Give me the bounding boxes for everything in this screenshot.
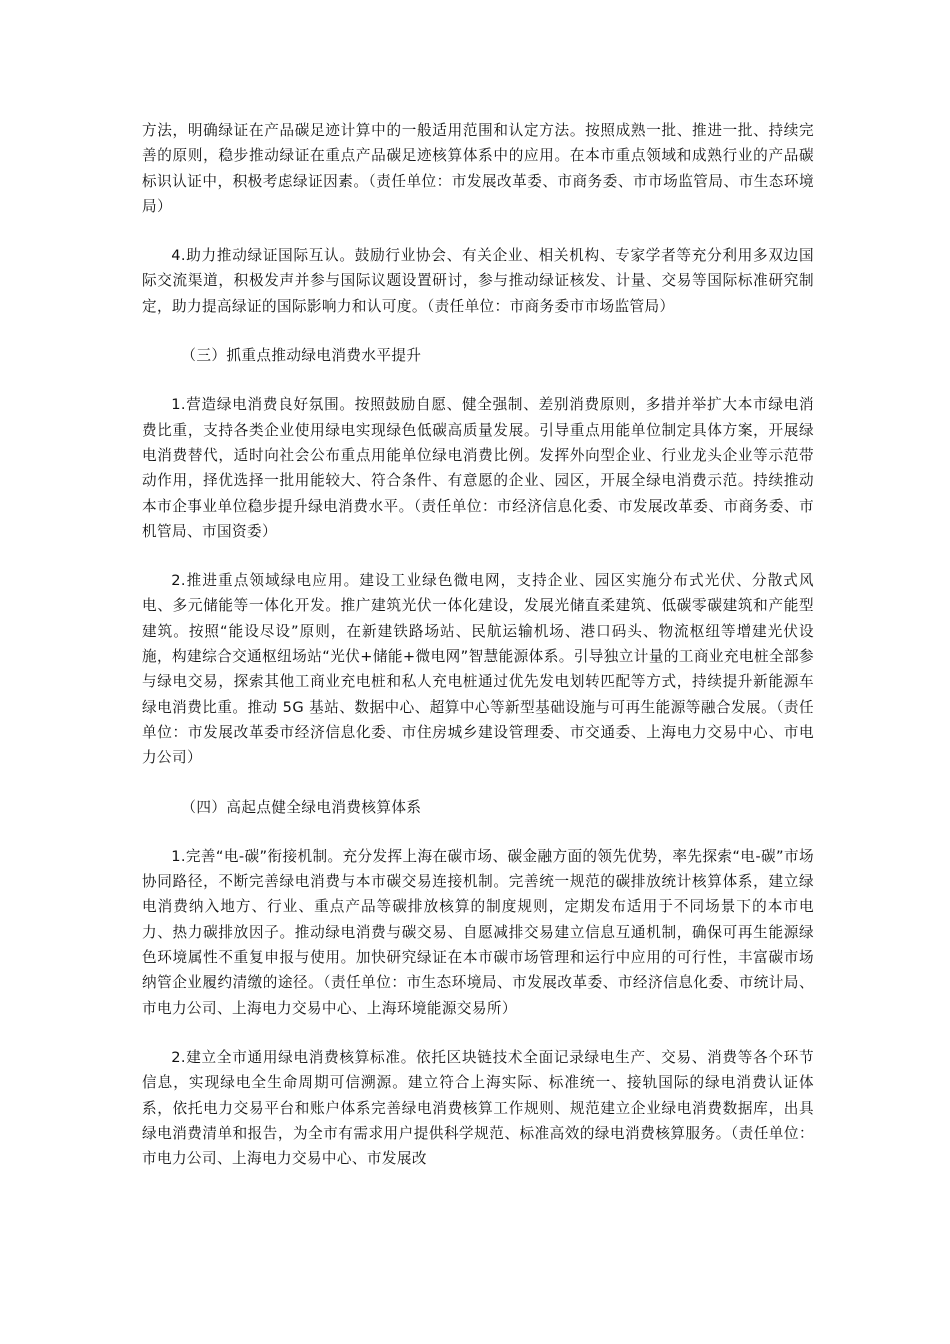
section-heading-3: （三）抓重点推动绿电消费水平提升	[181, 347, 422, 365]
paragraph-item-4-international-recognition: 4.助力推动绿证国际互认。鼓励行业协会、有关企业、相关机构、专家学者等充分利用多双边国际交流渠道，积极发声并参与国际议题设置研讨，参与推动绿证核发、计量、交易等国际标准研究制定，助力提高绿证的国际影响力和认可度。（责任单位：市商务委市市场监管局）	[142, 247, 814, 315]
paragraph-item-1-electricity-carbon-mechanism: 1.完善“电-碳”衔接机制。充分发挥上海在碳市场、碳金融方面的领先优势，率先探索“电-碳”市场协同路径，不断完善绿电消费与本市碳交易连接机制。完善统一规范的碳排放统计核算体系，建立绿电消费纳入地方、行业、重点产品等碳排放核算的制度规则，定期发布适用于不同场景下的本市电力、热力碳排放因子。推动绿电消费与碳交易、自愿减排交易建立信息互通机制，确保可再生能源绿色环境属性不重复申报与使用。加快研究绿证在本市碳市场管理和运行中应用的可行性，丰富碳市场纳管企业履约清缴的途径。（责任单位：市生态环境局、市发展改革委、市经济信息化委、市统计局、市电力公司、上海电力交易中心、上海环境能源交易所）	[142, 847, 814, 1017]
paragraph-item-2-accounting-standard: 2.建立全市通用绿电消费核算标准。依托区块链技术全面记录绿电生产、交易、消费等各个环节信息，实现绿电全生命周期可信溯源。建立符合上海实际、标准统一、接轨国际的绿电消费认证体系，依托电力交易平台和账户体系完善绿电消费核算工作规则、规范建立企业绿电消费数据库，出具绿电消费清单和报告，为全市有需求用户提供科学规范、标准高效的绿电消费核算服务。（责任单位：市电力公司、上海电力交易中心、市发展改	[142, 1048, 814, 1168]
document-body	[142, 118, 814, 1195]
paragraph-item-1-consumption-atmosphere: 1.营造绿电消费良好氛围。按照鼓励自愿、健全强制、差别消费原则，多措并举扩大本市绿电消费比重，支持各类企业使用绿电实现绿色低碳高质量发展。引导重点用能单位制定具体方案，开展绿电消费替代，适时向社会公布重点用能单位绿电消费比例。发挥外向型企业、行业龙头企业等示范带动作用，择优选择一批用能较大、符合条件、有意愿的企业、园区，开展全绿电消费示范。持续推动本市企事业单位稳步提升绿电消费水平。（责任单位：市经济信息化委、市发展改革委、市商务委、市机管局、市国资委）	[142, 396, 814, 540]
paragraph-continuation: 方法，明确绿证在产品碳足迹计算中的一般适用范围和认定方法。按照成熟一批、推进一批、持续完善的原则，稳步推动绿证在重点产品碳足迹核算体系中的应用。在本市重点领域和成熟行业的产品碳标识认证中，积极考虑绿证因素。（责任单位：市发展改革委、市商务委、市市场监管局、市生态环境局）	[142, 122, 814, 215]
paragraph-item-2-key-field-application: 2.推进重点领域绿电应用。建设工业绿色微电网，支持企业、园区实施分布式光伏、分散式风电、多元储能等一体化开发。推广建筑光伏一体化建设，发展光储直柔建筑、低碳零碳建筑和产能型建筑。按照“能设尽设”原则，在新建铁路场站、民航运输机场、港口码头、物流枢纽等增建光伏设施，构建综合交通枢纽场站“光伏+储能+微电网”智慧能源体系。引导独立计量的工商业充电桩全部参与绿电交易，探索其他工商业充电桩和私人充电桩通过优先发电划转匹配等方式，持续提升新能源车绿电消费比重。推动 5G 基站、数据中心、超算中心等新型基础设施与可再生能源等融合发展。（责任单位：市发展改革委市经济信息化委、市住房城乡建设管理委、市交通委、上海电力交易中心、市电力公司）	[142, 572, 814, 767]
section-heading-4: （四）高起点健全绿电消费核算体系	[181, 798, 422, 816]
